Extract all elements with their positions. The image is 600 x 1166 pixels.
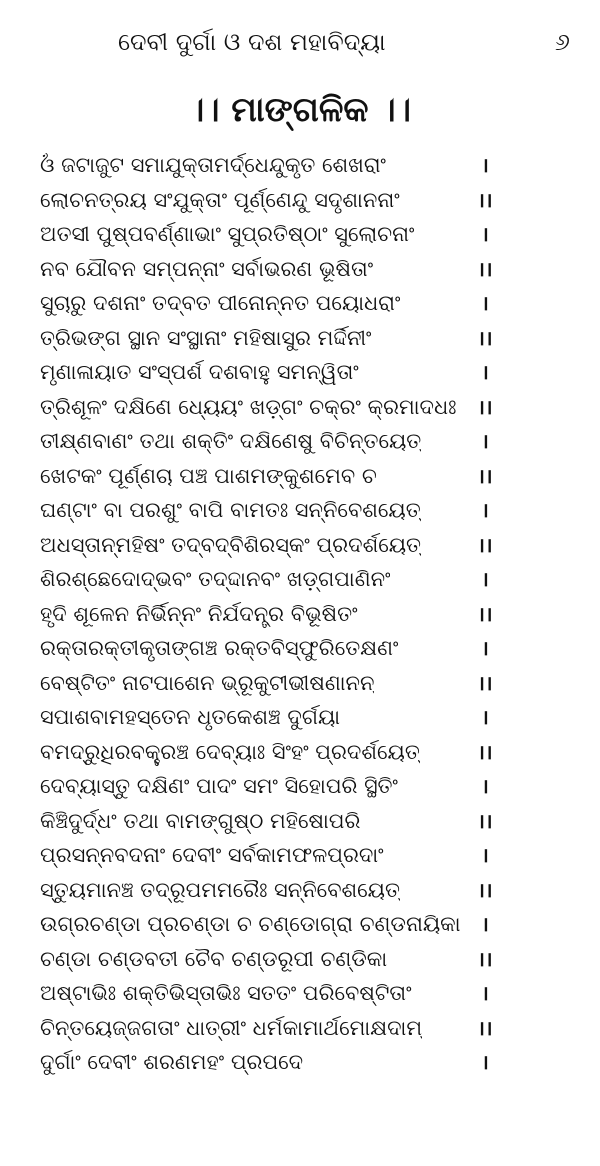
verse-end-marker: ।	[481, 222, 489, 246]
verse-end-marker: ।।	[477, 877, 493, 902]
verse-line	[0, 838, 600, 873]
verse-line	[0, 252, 600, 287]
verse-line	[0, 286, 600, 321]
verse-end-marker: ।	[481, 1050, 489, 1074]
section-title: ।। ମାଙ୍ଗଳିକ ।।	[189, 90, 411, 130]
verse-line	[0, 700, 600, 735]
verse-line	[0, 976, 600, 1011]
verse-line	[0, 390, 600, 425]
verse-line	[0, 1011, 600, 1046]
verse-end-marker: ।।	[477, 256, 493, 281]
verse-text: ଦୁର୍ଗାଂ ଦେବୀଂ ଶରଣମହଂ ପ୍ରପଦେ	[40, 1050, 304, 1074]
verse-line	[0, 1045, 600, 1080]
verse-end-marker: ।	[481, 981, 489, 1005]
verse-line	[0, 355, 600, 390]
verse-text: ଲୋଚନତ୍ରୟ ସଂଯୁକ୍ତାଂ ପୂର୍ଣ୍ଣେନ୍ଦୁ ସଦୃଶାନନାଂ	[40, 187, 400, 212]
verse-line	[0, 907, 600, 942]
verse-line	[0, 493, 600, 528]
verse-text: ପ୍ରସନ୍ନବଦନାଂ ଦେବୀଂ ସର୍ବକାମଫଳପ୍ରଦାଂ	[40, 843, 384, 867]
verse-text: ଅତସୀ ପୁଷ୍ପବର୍ଣ୍ଣାଭାଂ ସୁପ୍ରତିଷ୍ଠାଂ ସୁଲୋଚନାଂ	[40, 222, 415, 246]
verse-text: ତ୍ରିଭଙ୍ଗ ସ୍ଥାନ ସଂସ୍ଥାନାଂ ମହିଷାସୁର ମର୍ଦ୍ଦିନୀଂ	[40, 325, 372, 350]
verse-end-marker: ।	[481, 636, 489, 660]
verse-line	[0, 873, 600, 908]
verse-end-marker: ।।	[477, 325, 493, 350]
verse-text: ଅଧସ୍ତାନ୍ମହିଷଂ ତଦ୍‌ବଦ୍‌ବିଶିରସ୍କଂ ପ୍ରଦର୍ଶୟେତ୍	[40, 532, 422, 557]
verse-text: ଶିରଶ୍ଛେଦୋଦ୍‌ଭବଂ ତଦ୍‌ଦ୍ଦାନବଂ ଖଡ଼୍‌ଗପାଣିନଂ	[40, 567, 391, 591]
verse-end-marker: ।	[481, 567, 489, 591]
verse-line	[0, 735, 600, 770]
verse-end-marker: ।।	[477, 946, 493, 971]
verse-line	[0, 631, 600, 666]
verse-text: ହୃଦି ଶୂଳେନ ନିର୍ଭିନ୍ନଂ ନିର୍ଯଦନ୍ତ୍ର ବିଭୂଷିତଂ	[40, 601, 358, 626]
verse-text: କିଞ୍ଚିଦୁର୍ଦ୍ଧଂ ତଥା ବାମଙ୍ଗୁଷ୍ଠ ମହିଷୋପରି	[40, 808, 361, 833]
verse-end-marker: ।	[481, 360, 489, 384]
running-header	[0, 22, 600, 62]
verse-line	[0, 183, 600, 218]
verse-end-marker: ।	[481, 291, 489, 315]
verse-text: ସ୍ତୁୟମାନଞ୍ଚ ତଦ୍ରୂପମମରୈଃ ସନ୍ନିବେଶୟେତ୍	[40, 877, 400, 902]
verse-end-marker: ।	[481, 705, 489, 729]
book-title: ଦେବୀ ଦୁର୍ଗା ଓ ଦଶ ମହାବିଦ୍ୟା	[118, 28, 386, 56]
verse-line	[0, 769, 600, 804]
verse-end-marker: ।।	[477, 808, 493, 833]
verse-list	[0, 148, 600, 1080]
verse-text: ଓଁ ଜଟାଜୁଟ ସମାଯୁକ୍ତାମର୍ଦ୍ଧେନ୍ଦୁକୃତ ଶେଖରାଂ	[40, 153, 386, 177]
verse-line	[0, 804, 600, 839]
verse-end-marker: ।।	[477, 601, 493, 626]
verse-end-marker: ।	[481, 843, 489, 867]
verse-end-marker: ।।	[477, 1015, 493, 1040]
verse-end-marker: ।	[481, 774, 489, 798]
verse-text: ଉଗ୍ରଚଣ୍ଡା ପ୍ରଚଣ୍ଡା ଚ ଚଣ୍ଡୋଗ୍ରା ଚଣ୍ଡନାୟିକା	[40, 912, 460, 936]
verse-end-marker: ।।	[477, 394, 493, 419]
verse-text: ମୃଣାଳାୟାତ ସଂସ୍ପର୍ଶ ଦଶବାହୁ ସମନ୍ୱିତାଂ	[40, 360, 359, 384]
verse-end-marker: ।।	[477, 739, 493, 764]
page-number: ୬	[554, 28, 570, 56]
verse-text: ଅଷ୍ଟାଭିଃ ଶକ୍ତିଭିସ୍ତାଭିଃ ସତତଂ ପରିବେଷ୍ଟିତାଂ	[40, 981, 412, 1005]
verse-text: ରକ୍ତାରକ୍ତୀକୃତାଙ୍ଗଞ୍ଚ ରକ୍ତବିସ୍ଫୁରିତେକ୍ଷଣଂ	[40, 636, 399, 660]
verse-text: ବେଷ୍ଟିତଂ ନାଟପାଶେନ ଭ୍ରୂକୁଟୀଭୀଷଣାନନ୍	[40, 670, 375, 695]
verse-line	[0, 321, 600, 356]
verse-line	[0, 666, 600, 701]
verse-text: ଚଣ୍ଡା ଚଣ୍ଡବତୀ ଚୈବ ଚଣ୍ଡରୂପୀ ଚଣ୍ଡିକା	[40, 946, 388, 971]
verse-text: ନବ ଯୌବନ ସମ୍ପନ୍ନାଂ ସର୍ବାଭରଣ ଭୂଷିତାଂ	[40, 256, 374, 281]
verse-end-marker: ।	[481, 498, 489, 522]
verse-text: ସୁଚାରୁ ଦଶନାଂ ତଦ୍‌ବତ ପୀନୋନ୍ନତ ପୟୋଧରାଂ	[40, 291, 401, 315]
verse-end-marker: ।।	[477, 670, 493, 695]
verse-line	[0, 148, 600, 183]
verse-text: ତୀକ୍ଷ୍ଣବାଣଂ ତଥା ଶକ୍ତିଂ ଦକ୍ଷିଣେଷୁ ବିଚିନ୍ତୟେତ୍	[40, 429, 422, 453]
verse-text: ଦେବ୍ୟାସ୍ତୁ ଦକ୍ଷିଣଂ ପାଦଂ ସମଂ ସିହୋପରି ସ୍ଥିତିଂ	[40, 774, 398, 798]
verse-line	[0, 528, 600, 563]
verse-text: ଘଣ୍ଟାଂ ବା ପରଶୁଂ ବାପି ବାମତଃ ସନ୍ନିବେଶୟେତ୍	[40, 498, 421, 522]
verse-end-marker: ।।	[477, 463, 493, 488]
verse-line	[0, 562, 600, 597]
verse-end-marker: ।	[481, 153, 489, 177]
verse-text: ଚିନ୍ତୟେଜ୍ଜଗତାଂ ଧାତ୍ରୀଂ ଧର୍ମକାମାର୍ଥମୋକ୍ଷଦାମ୍	[40, 1015, 423, 1040]
verse-end-marker: ।	[481, 912, 489, 936]
verse-text: ବମଦ୍ରୁଧିରବକ୍ତ୍ରଞ୍ଚ ଦେବ୍ୟାଃ ସିଂହଂ ପ୍ରଦର୍ଶୟେତ୍	[40, 739, 420, 764]
verse-text: ଖେଟକଂ ପୂର୍ଣ୍ଣଚା ପଞ୍ଚ ପାଶମଙ୍କୁଶମେବ ଚ	[40, 463, 377, 488]
verse-line	[0, 597, 600, 632]
verse-text: ସପାଶବାମହସ୍ତେନ ଧୃତକେଶଞ୍ଚ ଦୁର୍ଗୟା	[40, 705, 341, 729]
verse-line	[0, 217, 600, 252]
verse-line	[0, 459, 600, 494]
verse-end-marker: ।	[481, 429, 489, 453]
verse-end-marker: ।।	[477, 532, 493, 557]
verse-line	[0, 942, 600, 977]
verse-text: ତ୍ରିଶୂଳଂ ଦକ୍ଷିଣେ ଧ୍ୟେୟଂ ଖଡ଼୍‌ଗଂ ଚକ୍ରଂ କ୍ରମାଦଧଃ	[40, 394, 457, 419]
verse-end-marker: ।।	[477, 187, 493, 212]
verse-line	[0, 424, 600, 459]
